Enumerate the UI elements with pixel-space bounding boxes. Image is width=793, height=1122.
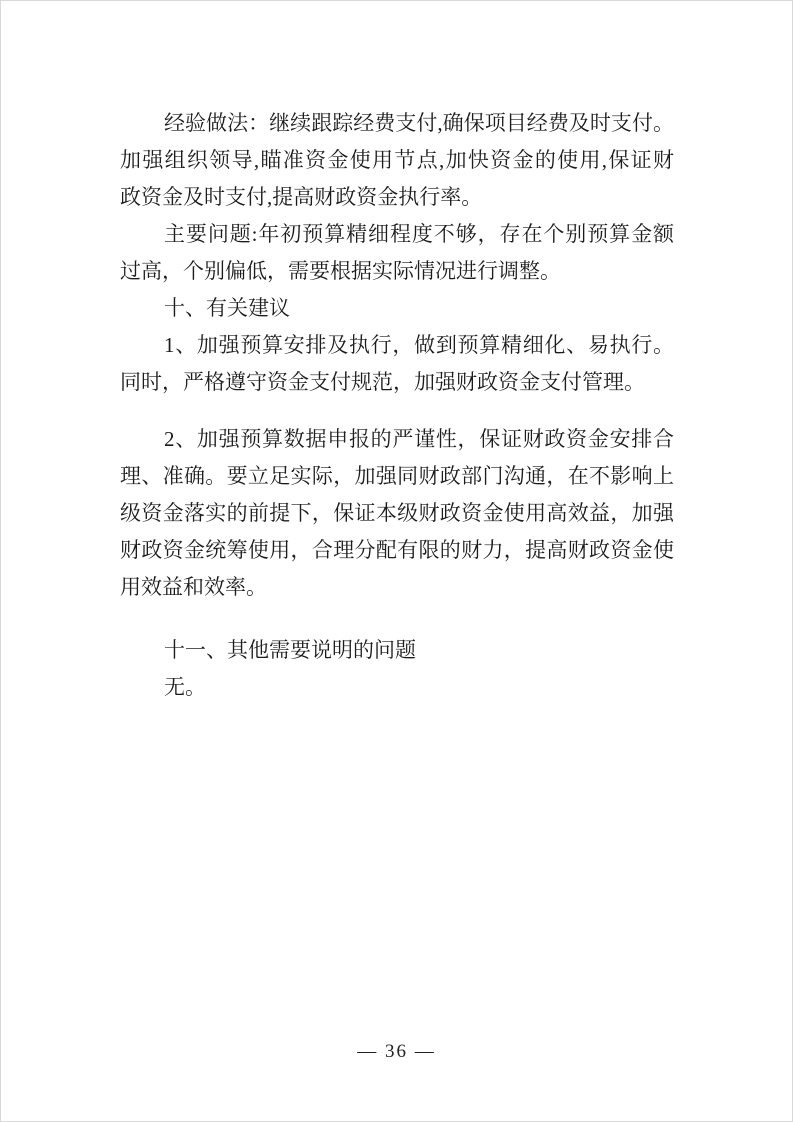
line-suggestion-2-e: 用效益和效率。 [120,575,267,599]
line-suggestion-2-b: 理、准确。要立足实际，加强同财政部门沟通，在不影响上 [120,464,674,488]
heading-section-ten: 十、有关建议 [164,296,290,320]
line-main-issues-1: 主要问题:年初预算精细程度不够，存在个别预算金额 [164,222,674,246]
line-suggestion-2-c: 级资金落实的前提下，保证本级财政资金使用高效益，加强 [120,501,674,525]
line-experience-practices-1: 经验做法：继续跟踪经费支付,确保项目经费及时支付。 [164,111,674,135]
line-main-issues-2: 过高，个别偏低，需要根据实际情况进行调整。 [120,259,561,283]
line-suggestion-1-b: 同时，严格遵守资金支付规范，加强财政资金支付管理。 [120,370,645,394]
document-body [120,105,674,706]
line-none-statement: 无。 [164,675,206,699]
line-suggestion-2-d: 财政资金统筹使用，合理分配有限的财力，提高财政资金使 [120,538,674,562]
line-suggestion-1-a: 1、加强预算安排及执行，做到预算精细化、易执行。 [164,333,674,357]
heading-section-eleven: 十一、其他需要说明的问题 [164,638,416,662]
page-number: — 36 — [357,1041,436,1062]
line-experience-practices-3: 政资金及时支付,提高财政资金执行率。 [120,185,483,209]
line-suggestion-2-a: 2、加强预算数据申报的严谨性，保证财政资金安排合 [164,427,674,451]
line-experience-practices-2: 加强组织领导,瞄准资金使用节点,加快资金的使用,保证财 [120,148,674,172]
